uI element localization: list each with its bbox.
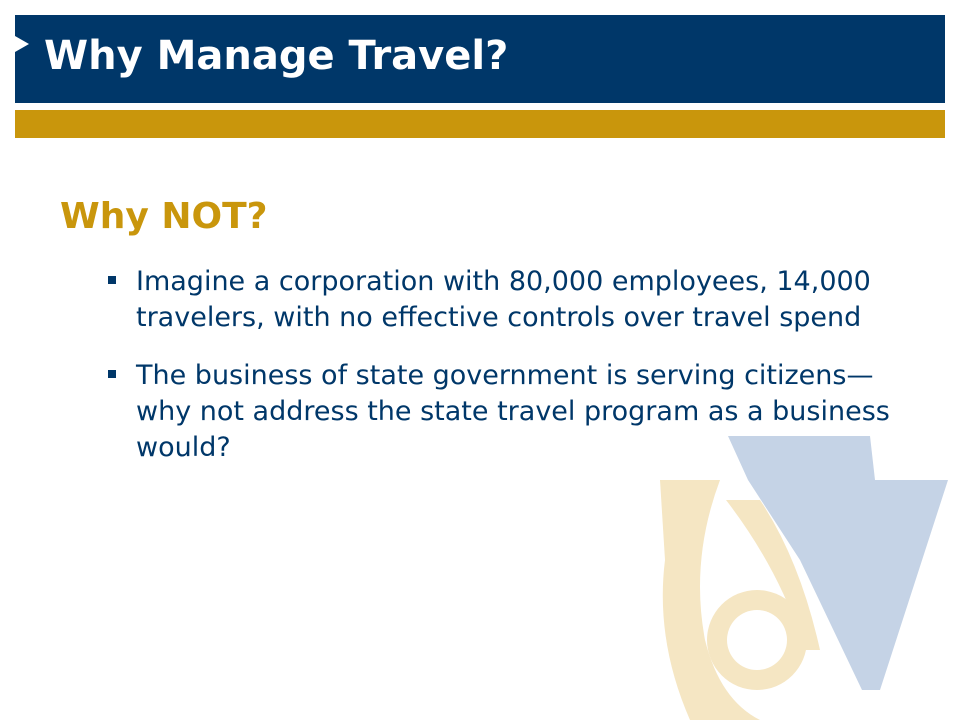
section-heading: Why NOT? — [60, 196, 268, 237]
gold-accent-bar — [15, 110, 945, 138]
bullet-list — [107, 264, 907, 488]
keystone-white-center — [727, 610, 787, 670]
bullet-item — [107, 358, 907, 466]
square-bullet-icon — [108, 276, 116, 284]
slide-title: Why Manage Travel? — [44, 33, 509, 79]
square-bullet-icon — [108, 370, 116, 378]
title-arrow-icon — [15, 36, 29, 52]
bullet-item — [107, 264, 907, 336]
bullet-text: The business of state government is serving citizens—why not address the state travel program as a business would? — [136, 360, 890, 463]
bullet-text: Imagine a corporation with 80,000 employees, 14,000 travelers, with no effective controls over travel spend — [136, 266, 871, 333]
